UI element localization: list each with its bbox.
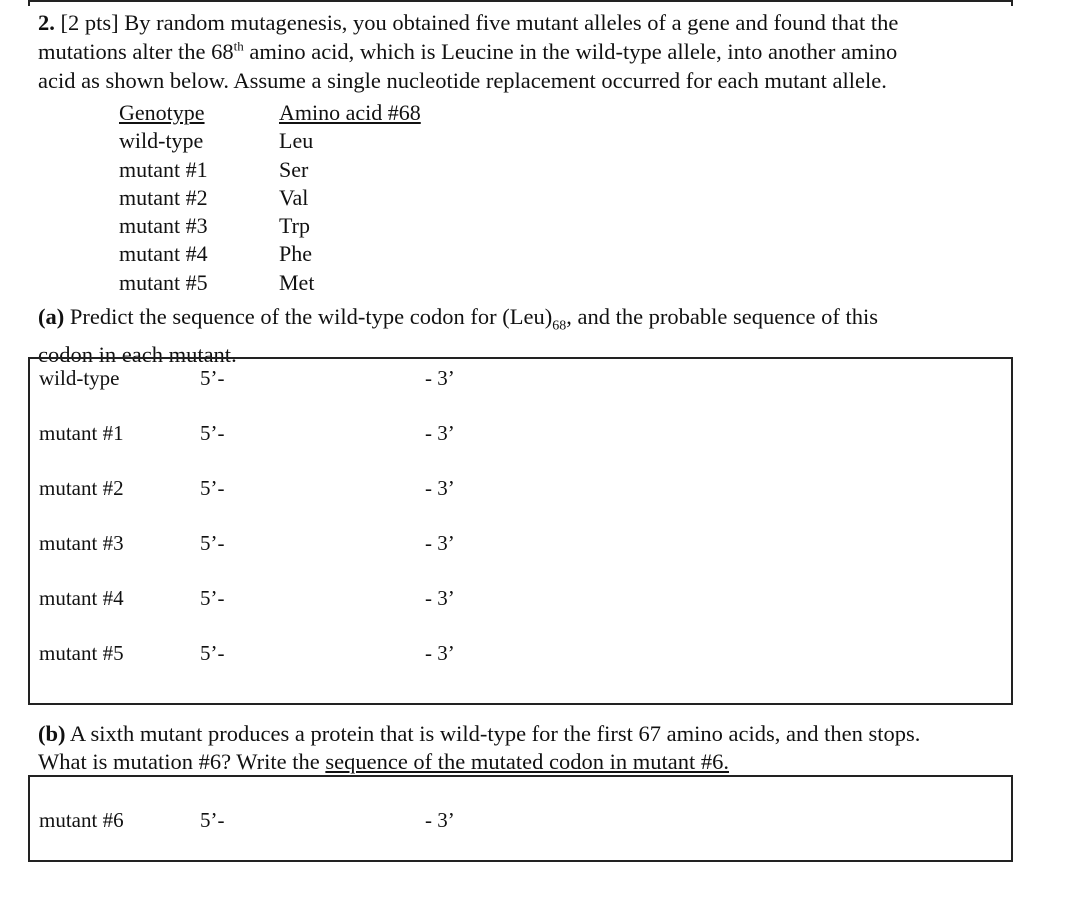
part-a-line2: codon in each mutant. [38, 341, 237, 367]
codon-row-mutant-5[interactable] [30, 641, 1011, 671]
table-row [119, 240, 479, 268]
part-b-line2: What is mutation #6? Write the [38, 749, 326, 774]
five-prime-end: 5’- [200, 808, 225, 832]
question-line3: acid as shown below. Assume a single nucleotide replacement occurred for each mutant allele. [38, 68, 887, 93]
codon-row-mutant-2[interactable] [30, 476, 1011, 506]
question-line2b: amino acid, which is Leucine in the wild-type allele, into another amino [243, 39, 898, 64]
question-number: 2. [38, 10, 55, 35]
question-points: [2 pts] [60, 10, 119, 35]
answer-box-a[interactable] [28, 357, 1013, 705]
ordinal-superscript: th [233, 38, 244, 54]
part-a-text1: Predict the sequence of the wild-type codon for (Leu) [64, 304, 553, 329]
five-prime-end: 5’- [200, 421, 225, 445]
amino-acid-cell: Met [279, 269, 315, 295]
part-a-label: (a) [38, 304, 65, 329]
part-a-text2: , and the probable sequence of this [566, 304, 878, 329]
three-prime-end: - 3’ [425, 808, 455, 832]
amino-acid-cell: Val [279, 184, 309, 210]
three-prime-end: - 3’ [425, 641, 455, 665]
three-prime-end: - 3’ [425, 476, 455, 500]
part-a-subscript: 68 [552, 318, 567, 334]
part-b-text1: A sixth mutant produces a protein that is wild-type for the first 67 amino acids, and then stops. [65, 721, 921, 746]
genotype-cell: mutant #2 [119, 184, 208, 210]
five-prime-end: 5’- [200, 531, 225, 555]
codon-row-label: mutant #1 [39, 421, 124, 445]
genotype-table [119, 99, 479, 297]
genotype-cell: mutant #1 [119, 156, 208, 182]
genotype-cell: wild-type [119, 128, 204, 154]
table-row [119, 269, 479, 297]
amino-acid-cell: Leu [279, 128, 314, 154]
genotype-header: Genotype [119, 100, 205, 125]
top-border [28, 0, 1013, 6]
table-row [119, 184, 479, 212]
question-line2a: mutations alter the 68 [38, 39, 234, 64]
table-row [119, 156, 479, 184]
three-prime-end: - 3’ [425, 421, 455, 445]
codon-row-label: wild-type [39, 366, 120, 390]
part-b-line2-underlined: sequence of the mutated codon in mutant #6. [325, 749, 729, 774]
amino-acid-header: Amino acid #68 [279, 100, 421, 125]
genotype-cell: mutant #5 [119, 269, 208, 295]
genotype-table-header [119, 99, 479, 127]
part-b-prompt [38, 720, 1038, 776]
amino-acid-cell: Phe [279, 241, 312, 267]
three-prime-end: - 3’ [425, 586, 455, 610]
genotype-cell: mutant #3 [119, 213, 208, 239]
codon-row-mutant-6[interactable] [30, 808, 1011, 838]
three-prime-end: - 3’ [425, 531, 455, 555]
five-prime-end: 5’- [200, 586, 225, 610]
codon-row-mutant-3[interactable] [30, 531, 1011, 561]
codon-row-label: mutant #4 [39, 586, 124, 610]
codon-row-mutant-1[interactable] [30, 421, 1011, 451]
codon-row-mutant-4[interactable] [30, 586, 1011, 616]
genotype-cell: mutant #4 [119, 241, 208, 267]
table-row [119, 212, 479, 240]
answer-box-b[interactable] [28, 775, 1013, 862]
codon-row-label: mutant #3 [39, 531, 124, 555]
amino-acid-cell: Ser [279, 156, 309, 182]
codon-row-label: mutant #6 [39, 808, 124, 832]
five-prime-end: 5’- [200, 641, 225, 665]
five-prime-end: 5’- [200, 476, 225, 500]
three-prime-end: - 3’ [425, 366, 455, 390]
codon-row-label: mutant #2 [39, 476, 124, 500]
question-line1: By random mutagenesis, you obtained five mutant alleles of a gene and found that the [118, 10, 899, 35]
five-prime-end: 5’- [200, 366, 225, 390]
codon-row-wild-type[interactable] [30, 366, 1011, 396]
table-row [119, 127, 479, 155]
amino-acid-cell: Trp [279, 213, 310, 239]
codon-row-label: mutant #5 [39, 641, 124, 665]
part-b-label: (b) [38, 721, 66, 746]
question-text [38, 8, 1038, 95]
